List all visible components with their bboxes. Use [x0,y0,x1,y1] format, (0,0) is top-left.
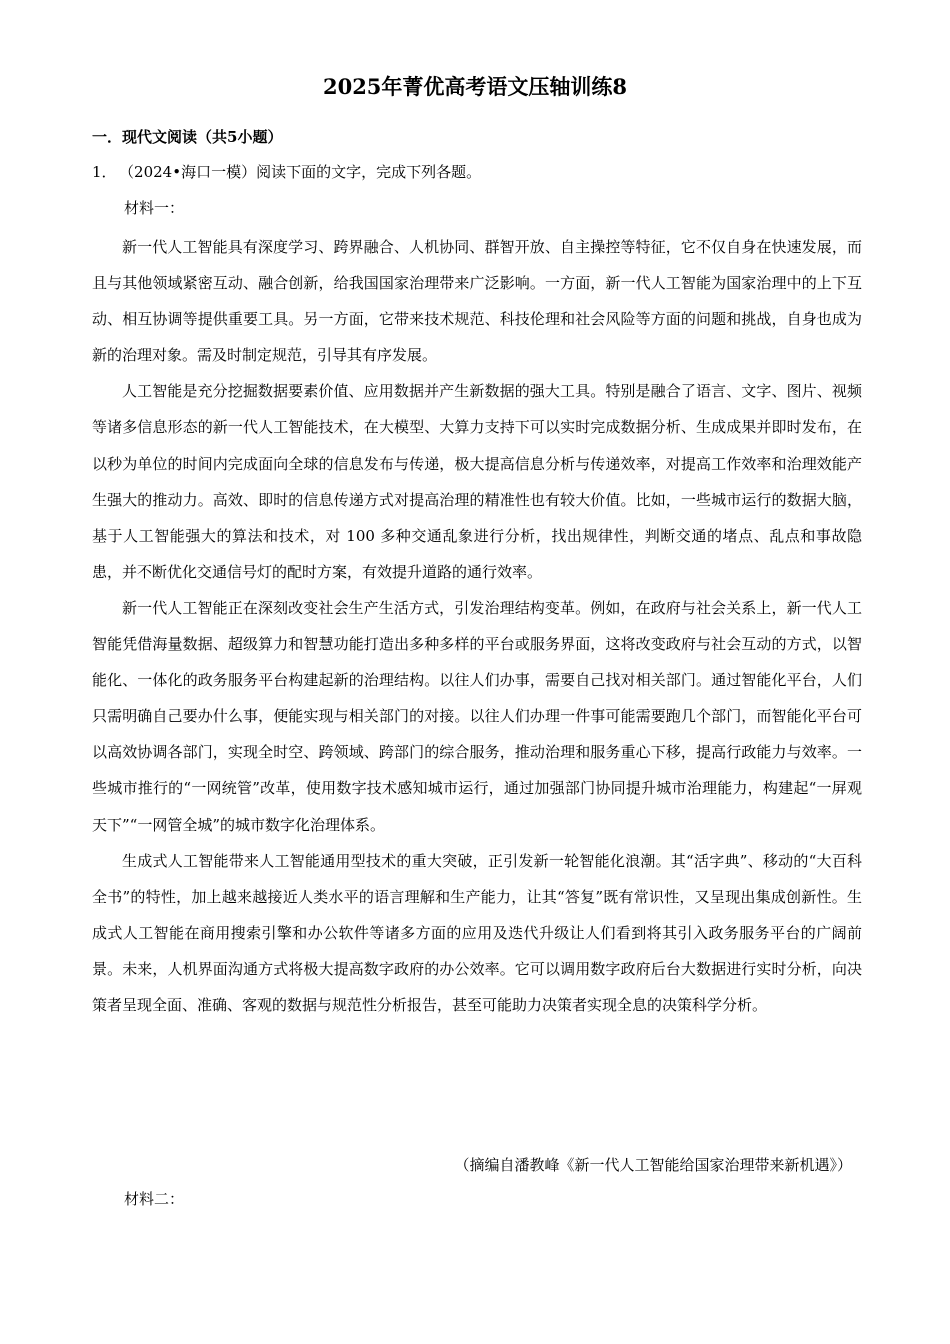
section-heading: 一．现代文阅读（共5小题） [92,128,283,146]
material-one-paragraph: 新一代人工智能具有深度学习、跨界融合、人机协同、群智开放、自主操控等特征，它不仅自身在快速发展，而且与其他领域紧密互动、融合创新，给我国国家治理带来广泛影响。一方面，新一代人工智能为国家治理中的上下互动、相互协调等提供重要工具。另一方面，它带来技术规范、科技伦理和社会风险等方面的问题和挑战，自身也成为新的治理对象。需及时制定规范，引导其有序发展。 [92,238,862,365]
material-one-label: 材料一： [124,199,185,217]
material-one-paragraph: 生成式人工智能带来人工智能通用型技术的重大突破，正引发新一轮智能化浪潮。其“活字典”、移动的“大百科全书”的特性，加上越来越接近人类水平的语言理解和生产能力，让其“答复”既有常识性，又呈现出集成创新性。生成式人工智能在商用搜索引擎和办公软件等诸多方面的应用及迭代升级让人们看到将其引入政务服务平台的广阔前景。未来，人机界面沟通方式将极大提高数字政府的办公效率。它可以调用数字政府后台大数据进行实时分析，向决策者呈现全面、准确、客观的数据与规范性分析报告，甚至可能助力决策者实现全息的决策科学分析。 [92,851,862,1014]
material-two-label: 材料二： [124,1190,185,1208]
question-intro [92,160,481,184]
material-one-source: （摘编自潘教峰《新一代人工智能给国家治理带来新机遇》） [454,1156,852,1174]
question-intro-text: （2024•海口一模）阅读下面的文字，完成下列各题。 [126,163,482,181]
material-one-body [92,229,862,1023]
material-one-paragraph: 人工智能是充分挖掘数据要素价值、应用数据并产生新数据的强大工具。特别是融合了语言、文字、图片、视频等诸多信息形态的新一代人工智能技术，在大模型、大算力支持下可以实时完成数据分析、生成成果并即时发布，在以秒为单位的时间内完成面向全球的信息发布与传递，极大提高信息分析与传递效率，对提高工作效率和治理效能产生强大的推动力。高效、即时的信息传递方式对提高治理的精准性也有较大价值。比如，一些城市运行的数据大脑，基于人工智能强大的算法和技术，对 100 多种交通乱象进行分析，找出规律性，判断交通的堵点、乱点和事故隐患，并不断优化交通信号灯的配时方案，有效提升道路的通行效率。 [92,382,862,581]
document-title: 2025年菁优高考语文压轴训练8 [322,74,628,99]
question-number: 1． [92,163,117,181]
material-one-paragraph: 新一代人工智能正在深刻改变社会生产生活方式，引发治理结构变革。例如，在政府与社会关系上，新一代人工智能凭借海量数据、超级算力和智慧功能打造出多种多样的平台或服务界面，这将改变政府与社会互动的方式，以智能化、一体化的政务服务平台构建起新的治理结构。以往人们办事，需要自己找对相关部门。通过智能化平台，人们只需明确自己要办什么事，便能实现与相关部门的对接。以往人们办理一件事可能需要跑几个部门，而智能化平台可以高效协调各部门，实现全时空、跨领域、跨部门的综合服务，推动治理和服务重心下移，提高行政能力与效率。一些城市推行的“一网统管”改革，使用数字技术感知城市运行，通过加强部门协同提升城市治理能力，构建起“一屏观天下”“一网管全城”的城市数字化治理体系。 [92,598,862,834]
